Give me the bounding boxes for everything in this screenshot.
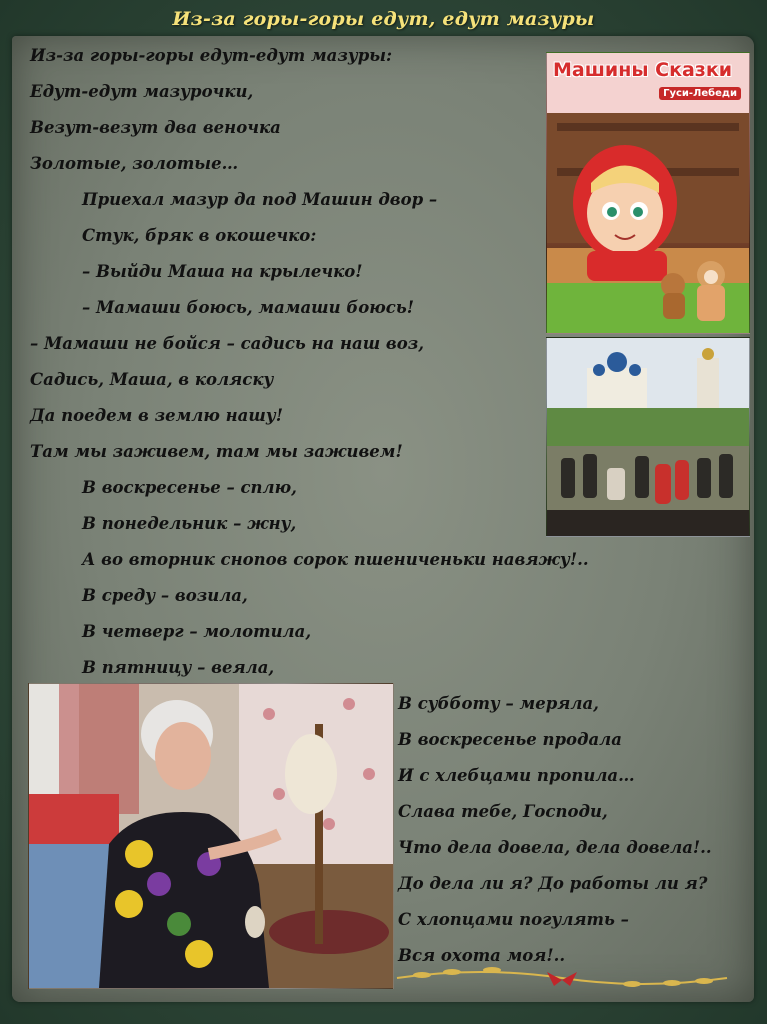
spinning-woman-illustration	[29, 684, 393, 988]
poem-line: С хлопцами погулять –	[398, 910, 629, 929]
masha-cartoon-image	[546, 52, 750, 334]
cover-title: Машины Сказки	[553, 59, 733, 81]
poem-line: В воскресенье продала	[398, 730, 622, 749]
poem-line: Едут-едут мазурочки,	[30, 82, 254, 101]
poem-line: До дела ли я? До работы ли я?	[398, 874, 708, 893]
poem-line: Золотые, золотые…	[30, 154, 239, 173]
poem-line: Стук, бряк в окошечко:	[82, 226, 317, 245]
poem-line: В воскресенье – сплю,	[82, 478, 297, 497]
poem-line: В пятницу – веяла,	[82, 658, 275, 677]
poem-line: – Мамаши боюсь, мамаши боюсь!	[82, 298, 414, 317]
poem-line: Приехал мазур да под Машин двор –	[82, 190, 438, 209]
cover-subtitle: Гуси-Лебеди	[659, 87, 741, 100]
poem-line: Вся охота моя!..	[398, 946, 566, 965]
folk-painting-illustration	[547, 338, 749, 536]
poem-line: А во вторник снопов сорок пшениченьки навяжу!..	[82, 550, 589, 569]
poem-line: Да поедем в землю нашу!	[30, 406, 283, 425]
poem-line: В субботу – меряла,	[398, 694, 599, 713]
folk-painting-image	[546, 337, 750, 537]
poem-line: Слава тебе, Господи,	[398, 802, 608, 821]
poem-line: В четверг – молотила,	[82, 622, 312, 641]
poem-line: В среду – возила,	[82, 586, 248, 605]
page-title: Из-за горы-горы едут, едут мазуры	[172, 8, 595, 30]
poem-line: Что дела довела, дела довела!..	[398, 838, 712, 857]
spinning-woman-photo	[28, 683, 394, 989]
poem-line: И с хлебцами пропила…	[398, 766, 635, 785]
poem-line: – Выйди Маша на крылечко!	[82, 262, 363, 281]
poem-line: Везут-везут два веночка	[30, 118, 281, 137]
poem-line: – Мамаши не бойся – садись на наш воз,	[30, 334, 425, 353]
wheat-ribbon-icon	[392, 962, 732, 992]
wheat-ornament	[392, 962, 732, 992]
poem-line: Садись, Маша, в коляску	[30, 370, 274, 389]
poem-line: Из-за горы-горы едут-едут мазуры:	[30, 46, 393, 65]
poem-line: Там мы заживем, там мы заживем!	[30, 442, 403, 461]
poem-line: В понедельник – жну,	[82, 514, 297, 533]
